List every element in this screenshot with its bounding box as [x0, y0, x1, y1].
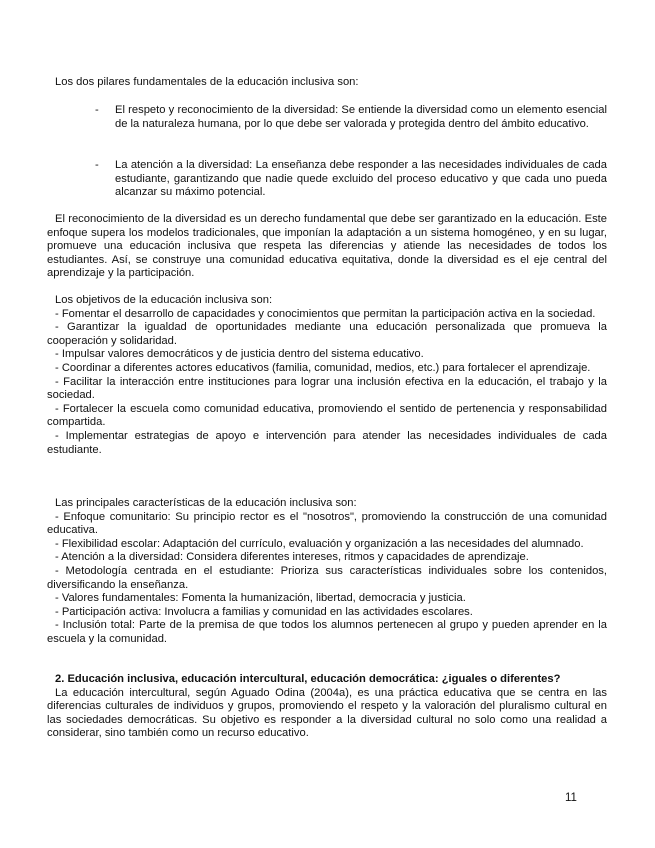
list-item: - Fortalecer la escuela como comunidad educativa, promoviendo el sentido de pertenencia y responsabilidad compartida. [47, 402, 607, 429]
list-item: - Valores fundamentales: Fomenta la humanización, libertad, democracia y justicia. [55, 592, 466, 605]
recognition-text: El reconocimiento de la diversidad es un derecho fundamental que debe ser garantizado en la educación. Este enfoque supera los modelos tradicionales, que imponían la adaptación a un sistema homogéneo, y en su lugar, promueve una educación inclusiva que respeta las diferencias y atiende las necesidades de todos los estudiantes. Así, se construye una comunidad educativa equitativa, donde la diversidad es el eje central del aprendizaje y la participación. [47, 213, 607, 280]
list-item: - Participación activa: Involucra a familias y comunidad en las actividades escolares. [55, 605, 473, 618]
section-2 [47, 673, 607, 741]
list-item: - Impulsar valores democráticos y de justicia dentro del sistema educativo. [55, 348, 424, 361]
intro-line: Los dos pilares fundamentales de la educación inclusiva son: [55, 76, 359, 88]
intro-text [47, 76, 607, 90]
list-item: - Facilitar la interacción entre instituciones para lograr una inclusión efectiva en la educación, el trabajo y la sociedad. [47, 375, 607, 402]
list-item: - Flexibilidad escolar: Adaptación del currículo, evaluación y organización a las necesidades del alumnado. [55, 537, 584, 550]
characteristics-heading: Las principales características de la educación inclusiva son: [55, 497, 357, 509]
pillar-item [95, 104, 607, 131]
list-item: - Atención a la diversidad: Considera diferentes intereses, ritmos y capacidades de aprendizaje. [55, 551, 529, 564]
pillar-item [95, 159, 607, 200]
objectives-section [47, 294, 607, 457]
list-item: - Fomentar el desarrollo de capacidades y conocimientos que permitan la participación activa en la sociedad. [55, 307, 596, 320]
objectives-heading: Los objetivos de la educación inclusiva son: [55, 294, 273, 306]
pillar-dash: - [95, 104, 99, 116]
section-body: La educación intercultural, según Aguado Odina (2004a), es una práctica educativa que se centra en las diferencias culturales de individuos y grupos, promoviendo el respeto y la valoración del pluralismo cultural en las sociedades democráticas. Su objetivo es responder a la diversidad cultural no solo como una realidad a considerar, sino también como un recurso educativo. [47, 686, 607, 740]
list-item: - Enfoque comunitario: Su principio rector es el "nosotros", promoviendo la construcción de una comunidad educativa. [47, 510, 607, 537]
pillar-dash: - [95, 159, 99, 171]
list-item: - Garantizar la igualdad de oportunidades mediante una educación personalizada que promueva la cooperación y solidaridad. [47, 321, 607, 347]
page-number: 11 [565, 792, 577, 804]
recognition-paragraph [47, 213, 607, 281]
characteristics-section [47, 497, 607, 647]
list-item: - Coordinar a diferentes actores educativos (familia, comunidad, medios, etc.) para fortalecer el aprendizaje. [55, 361, 591, 374]
section-title: 2. Educación inclusiva, educación intercultural, educación democrática: ¿iguales o diferentes? [55, 673, 561, 685]
pillar-text: La atención a la diversidad: La enseñanza debe responder a las necesidades individuales de cada estudiante, garantizando que nadie quede excluido del proceso educativo y que cada uno pueda alcanzar su máximo potencial. [115, 159, 607, 199]
list-item: - Implementar estrategias de apoyo e intervención para atender las necesidades individuales de cada estudiante. [47, 429, 607, 456]
pillar-text: El respeto y reconocimiento de la diversidad: Se entiende la diversidad como un elemento esencial de la naturaleza humana, por lo que debe ser valorada y protegida dentro del ámbito educativo. [115, 104, 607, 130]
list-item: - Inclusión total: Parte de la premisa de que todos los alumnos pertenecen al grupo y pueden aprender en la escuela y la comunidad. [47, 619, 607, 645]
list-item: - Metodología centrada en el estudiante: Prioriza sus características individuales sobre los contenidos, diversificando la enseñanza. [47, 564, 607, 591]
